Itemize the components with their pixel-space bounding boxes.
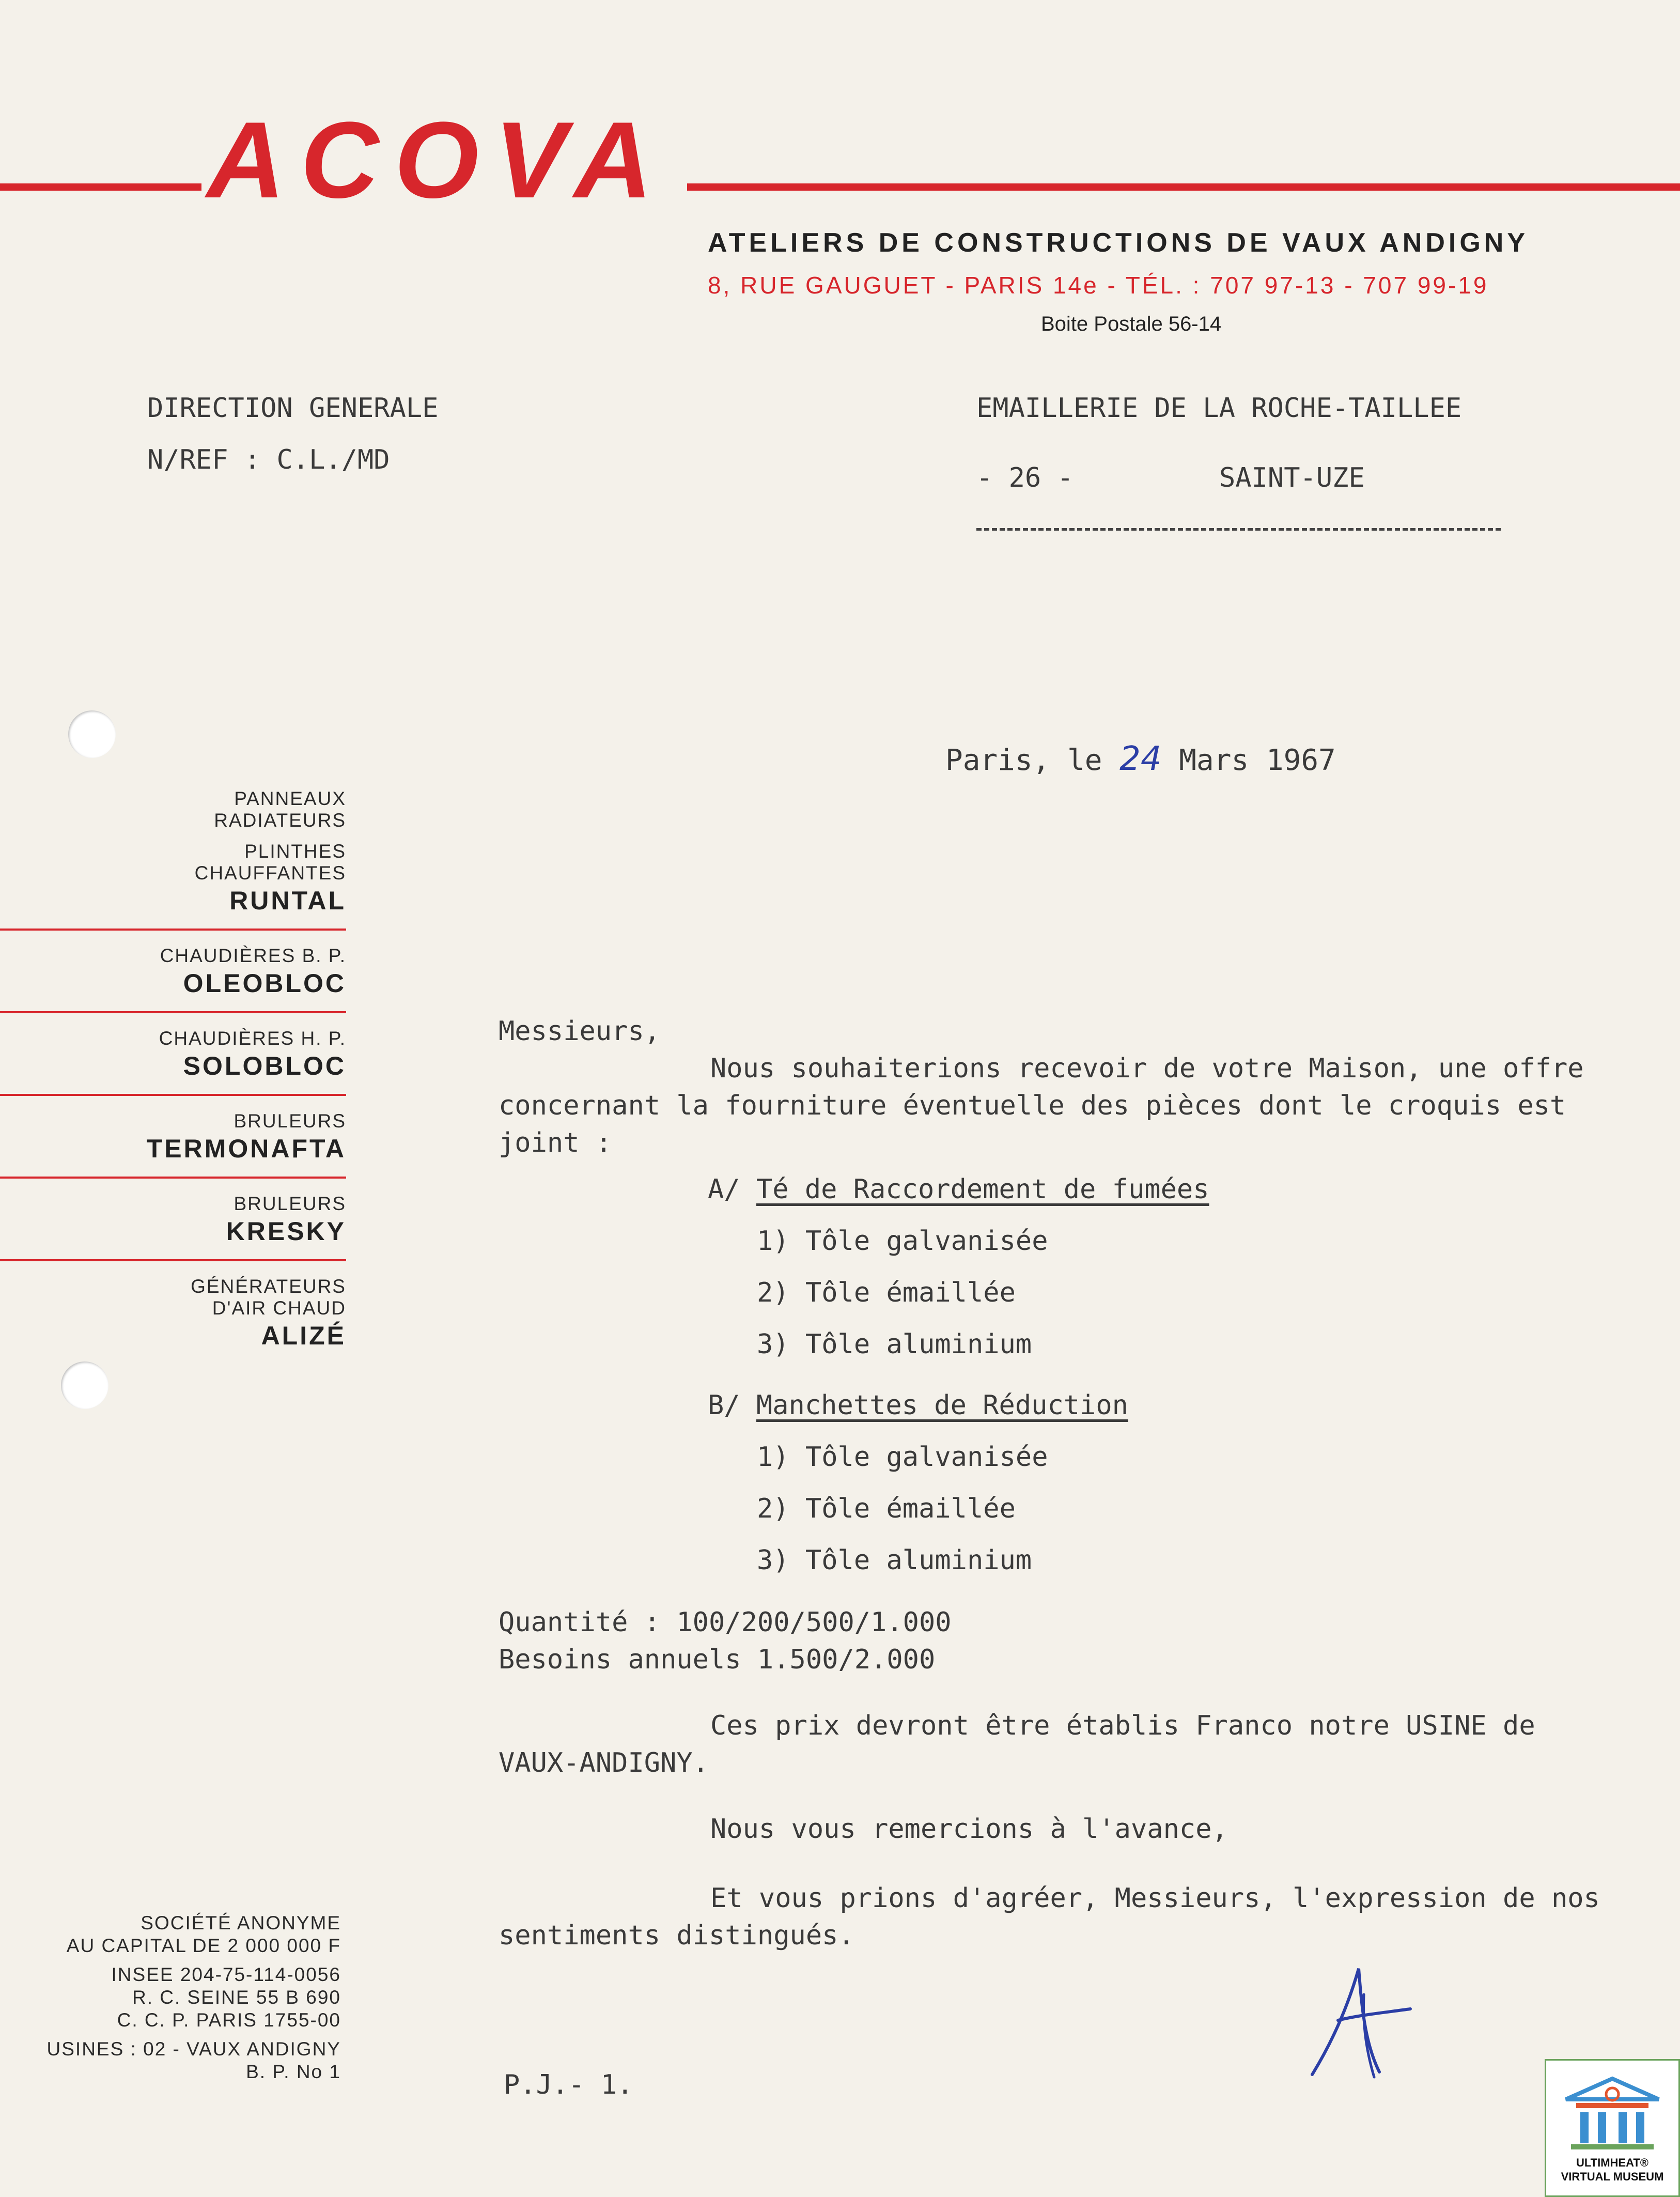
sidebar-line: BRULEURS	[234, 1110, 346, 1132]
attachment-note: P.J.- 1.	[504, 2069, 633, 2100]
company-legal-footer	[0, 1912, 341, 2083]
sidebar-brand: OLEOBLOC	[183, 969, 346, 998]
sidebar-line: GÉNÉRATEURS	[191, 1276, 346, 1297]
museum-name-line-2: VIRTUAL MUSEUM	[1561, 2170, 1664, 2183]
sidebar-line: D'AIR CHAUD	[212, 1297, 346, 1319]
sidebar-group-runtal	[0, 788, 346, 917]
body-line: Nous vous remercions à l'avance,	[710, 1814, 1228, 1845]
annual-needs-line: Besoins annuels 1.500/2.000	[499, 1644, 936, 1675]
letter-date	[945, 740, 1336, 778]
sidebar-line: CHAUDIÈRES B. P.	[160, 945, 346, 966]
list-item: 2) Tôle émaillée	[757, 1493, 1016, 1524]
section-title: Té de Raccordement de fumées	[756, 1174, 1209, 1205]
body-line: VAUX-ANDIGNY.	[499, 1747, 709, 1778]
footer-line: SOCIÉTÉ ANONYME	[141, 1912, 341, 1933]
sidebar-divider	[0, 1011, 346, 1013]
museum-building-icon	[1555, 2071, 1669, 2154]
sidebar-line: PLINTHES	[244, 841, 346, 862]
sidebar-brand: ALIZÉ	[261, 1321, 346, 1350]
sidebar-brand: KRESKY	[226, 1217, 346, 1246]
footer-line: USINES : 02 - VAUX ANDIGNY	[46, 2038, 341, 2060]
sidebar-brand: RUNTAL	[229, 886, 346, 915]
date-prefix: Paris, le	[945, 744, 1120, 777]
letterhead-rule-left	[0, 183, 201, 191]
body-line: Et vous prions d'agréer, Messieurs, l'expression de nos	[710, 1883, 1600, 1914]
department: DIRECTION GENERALE	[147, 393, 439, 424]
body-line: joint :	[499, 1127, 612, 1158]
list-item: 1) Tôle galvanisée	[757, 1226, 1048, 1257]
list-item: 2) Tôle émaillée	[757, 1277, 1016, 1308]
sidebar-line: CHAUFFANTES	[194, 862, 346, 884]
sidebar-line: PANNEAUX	[234, 788, 346, 809]
recipient-name: EMAILLERIE DE LA ROCHE-TAILLEE	[976, 393, 1462, 424]
company-name: ATELIERS DE CONSTRUCTIONS DE VAUX ANDIGNY	[708, 228, 1529, 258]
sidebar-group-oleobloc	[0, 945, 346, 1000]
sidebar-group-alize	[0, 1276, 346, 1352]
signature-mark	[1302, 1963, 1415, 2087]
sidebar-divider	[0, 1094, 346, 1096]
sidebar-line: CHAUDIÈRES H. P.	[159, 1028, 346, 1049]
sidebar-group-solobloc	[0, 1028, 346, 1082]
letter-body	[499, 1013, 1661, 1954]
museum-name-line-1: ULTIMHEAT®	[1576, 2156, 1649, 2169]
po-box: Boite Postale 56-14	[1041, 313, 1222, 335]
product-sidebar	[0, 788, 346, 1352]
salutation: Messieurs,	[499, 1016, 661, 1047]
date-rest: Mars 1967	[1161, 744, 1336, 777]
list-item: 3) Tôle aluminium	[757, 1545, 1032, 1576]
recipient-underline	[976, 528, 1501, 531]
body-line: Ces prix devront être établis Franco notre USINE de	[710, 1710, 1535, 1741]
reference: N/REF : C.L./MD	[147, 444, 390, 475]
company-address: 8, RUE GAUGUET - PARIS 14e - TÉL. : 707 97-13 - 707 99-19	[708, 272, 1489, 299]
list-item: 1) Tôle galvanisée	[757, 1442, 1048, 1473]
footer-line: C. C. P. PARIS 1755-00	[117, 2009, 341, 2031]
punch-hole	[68, 710, 116, 758]
footer-line: INSEE 204-75-114-0056	[111, 1964, 341, 1985]
sidebar-line: BRULEURS	[234, 1193, 346, 1214]
sidebar-divider	[0, 1177, 346, 1179]
sidebar-brand: SOLOBLOC	[183, 1051, 346, 1080]
list-item: 3) Tôle aluminium	[757, 1329, 1032, 1360]
quantity-line: Quantité : 100/200/500/1.000	[499, 1607, 952, 1638]
section-a-heading	[499, 1171, 1661, 1208]
body-line: sentiments distingués.	[499, 1920, 854, 1951]
footer-line: AU CAPITAL DE 2 000 000 F	[66, 1935, 341, 1956]
museum-watermark-badge	[1545, 2059, 1680, 2197]
section-prefix: A/	[708, 1174, 756, 1205]
sidebar-brand: TERMONAFTA	[146, 1134, 346, 1163]
body-line: Nous souhaiterions recevoir de votre Maison, une offre	[710, 1053, 1584, 1084]
sidebar-group-termonafta	[0, 1110, 346, 1165]
date-day-handwritten: 24	[1119, 740, 1162, 778]
punch-hole	[61, 1361, 108, 1409]
sidebar-divider	[0, 1259, 346, 1261]
footer-line: R. C. SEINE 55 B 690	[132, 1987, 341, 2008]
footer-line: B. P. No 1	[246, 2061, 341, 2082]
body-line: concernant la fourniture éventuelle des pièces dont le croquis est	[499, 1090, 1566, 1121]
sidebar-line: RADIATEURS	[214, 810, 346, 831]
company-logo: ACOVA	[207, 99, 668, 221]
section-prefix: B/	[708, 1390, 756, 1421]
letterhead-rule-right	[687, 183, 1680, 191]
section-title: Manchettes de Réduction	[756, 1390, 1128, 1421]
sidebar-divider	[0, 929, 346, 931]
section-b-heading	[499, 1387, 1661, 1424]
recipient-city: SAINT-UZE	[1219, 462, 1365, 493]
recipient-department: - 26 -	[976, 462, 1074, 493]
sidebar-group-kresky	[0, 1193, 346, 1248]
